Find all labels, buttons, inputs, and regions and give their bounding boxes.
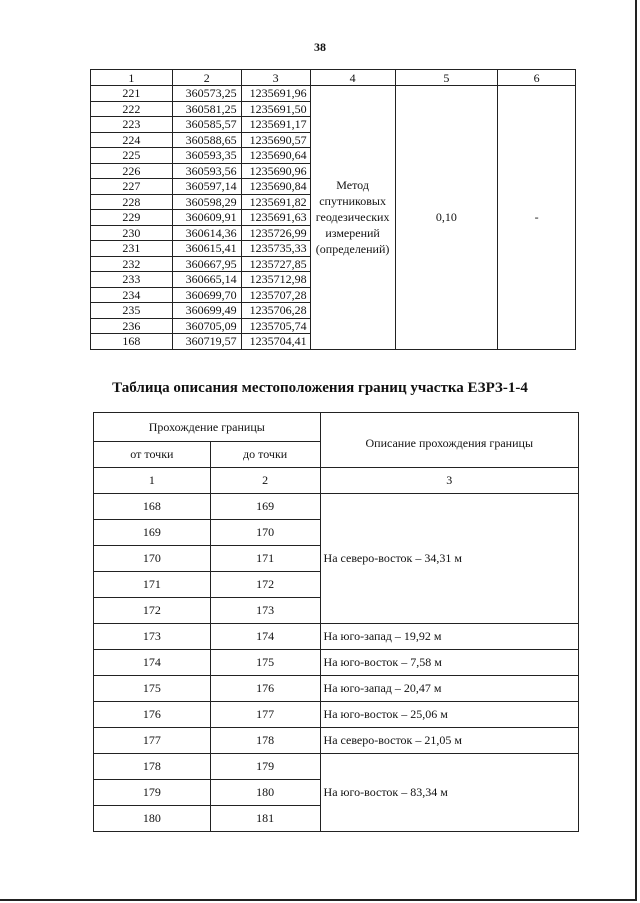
from-point: 170 [94, 546, 211, 572]
from-point: 172 [94, 598, 211, 624]
table-row [94, 754, 579, 780]
boundary-description: На северо-восток – 21,05 м [320, 728, 578, 754]
coord-x: 360665,14 [172, 272, 241, 288]
to-point: 169 [210, 494, 320, 520]
point-number: 227 [91, 179, 173, 195]
method-line: геодезических [315, 210, 390, 225]
coords-header-cell: 4 [310, 70, 395, 86]
coord-y: 1235735,33 [241, 241, 310, 257]
coord-y: 1235690,57 [241, 132, 310, 148]
coord-x: 360614,36 [172, 225, 241, 241]
page-number: 38 [314, 40, 326, 54]
coord-y: 1235690,96 [241, 163, 310, 179]
from-point: 174 [94, 650, 211, 676]
point-number: 168 [91, 334, 173, 350]
header-from: от точки [94, 442, 211, 468]
coord-y: 1235691,82 [241, 194, 310, 210]
boundary-description: На юго-восток – 25,06 м [320, 702, 578, 728]
header-to: до точки [210, 442, 320, 468]
point-number: 229 [91, 210, 173, 226]
coord-y: 1235712,98 [241, 272, 310, 288]
coord-x: 360609,91 [172, 210, 241, 226]
boundary-description: На юго-восток – 7,58 м [320, 650, 578, 676]
coord-y: 1235691,50 [241, 101, 310, 117]
coords-header-cell: 3 [241, 70, 310, 86]
coord-y: 1235707,28 [241, 287, 310, 303]
boundary-description: На юго-запад – 19,92 м [320, 624, 578, 650]
header-description: Описание прохождения границы [320, 413, 578, 468]
coord-y: 1235691,96 [241, 86, 310, 102]
point-number: 236 [91, 318, 173, 334]
point-number: 223 [91, 117, 173, 133]
from-point: 168 [94, 494, 211, 520]
from-point: 177 [94, 728, 211, 754]
method-line: измерений [325, 226, 380, 241]
coord-y: 1235691,63 [241, 210, 310, 226]
to-point: 178 [210, 728, 320, 754]
coord-x: 360597,14 [172, 179, 241, 195]
coord-y: 1235691,17 [241, 117, 310, 133]
point-number: 222 [91, 101, 173, 117]
coords-header-cell: 1 [91, 70, 173, 86]
coord-x: 360581,25 [172, 101, 241, 117]
from-point: 178 [94, 754, 211, 780]
point-number: 221 [91, 86, 173, 102]
coord-x: 360699,70 [172, 287, 241, 303]
to-point: 177 [210, 702, 320, 728]
coord-x: 360593,56 [172, 163, 241, 179]
from-point: 173 [94, 624, 211, 650]
coord-y: 1235726,99 [241, 225, 310, 241]
point-number: 233 [91, 272, 173, 288]
point-number: 231 [91, 241, 173, 257]
table-row [94, 676, 579, 702]
coord-x: 360667,95 [172, 256, 241, 272]
header-group: Прохождение границы [94, 413, 321, 442]
boundary-table [93, 412, 579, 832]
table-row [94, 728, 579, 754]
col6-cell: - [498, 86, 576, 350]
coord-y: 1235704,41 [241, 334, 310, 350]
point-number: 232 [91, 256, 173, 272]
to-point: 176 [210, 676, 320, 702]
col-number: 3 [320, 468, 578, 494]
to-point: 172 [210, 572, 320, 598]
point-number: 225 [91, 148, 173, 164]
point-number: 226 [91, 163, 173, 179]
coords-header-row [91, 70, 576, 86]
from-point: 176 [94, 702, 211, 728]
point-number: 234 [91, 287, 173, 303]
coord-x: 360598,29 [172, 194, 241, 210]
method-cell [310, 86, 395, 350]
bounds-header-row [94, 413, 579, 442]
from-point: 179 [94, 780, 211, 806]
boundary-description: На юго-восток – 83,34 м [320, 754, 578, 832]
coord-y: 1235690,64 [241, 148, 310, 164]
coord-y: 1235705,74 [241, 318, 310, 334]
coordinates-table [90, 69, 576, 350]
method-line: (определений) [315, 242, 390, 257]
point-number: 224 [91, 132, 173, 148]
coord-y: 1235706,28 [241, 303, 310, 319]
to-point: 171 [210, 546, 320, 572]
coords-header-cell: 6 [498, 70, 576, 86]
table-row [94, 650, 579, 676]
from-point: 180 [94, 806, 211, 832]
coord-y: 1235727,85 [241, 256, 310, 272]
from-point: 169 [94, 520, 211, 546]
coord-x: 360699,49 [172, 303, 241, 319]
col-number: 1 [94, 468, 211, 494]
bounds-colnum-row [94, 468, 579, 494]
coords-header-cell: 2 [172, 70, 241, 86]
point-number: 235 [91, 303, 173, 319]
to-point: 179 [210, 754, 320, 780]
coords-header-cell: 5 [395, 70, 498, 86]
boundary-description: На северо-восток – 34,31 м [320, 494, 578, 624]
section-title: Таблица описания местоположения границ участка ЕЗРЗ-1-4 [112, 380, 528, 396]
coord-x: 360588,65 [172, 132, 241, 148]
table-row [91, 86, 576, 102]
coord-x: 360719,57 [172, 334, 241, 350]
to-point: 170 [210, 520, 320, 546]
to-point: 181 [210, 806, 320, 832]
from-point: 171 [94, 572, 211, 598]
to-point: 174 [210, 624, 320, 650]
boundary-description: На юго-запад – 20,47 м [320, 676, 578, 702]
table-row [94, 494, 579, 520]
to-point: 175 [210, 650, 320, 676]
table-row [94, 702, 579, 728]
coord-x: 360615,41 [172, 241, 241, 257]
method-line: спутниковых [319, 194, 386, 209]
from-point: 175 [94, 676, 211, 702]
coord-x: 360593,35 [172, 148, 241, 164]
to-point: 180 [210, 780, 320, 806]
point-number: 230 [91, 225, 173, 241]
point-number: 228 [91, 194, 173, 210]
accuracy-cell: 0,10 [395, 86, 498, 350]
coord-x: 360573,25 [172, 86, 241, 102]
to-point: 173 [210, 598, 320, 624]
coord-x: 360705,09 [172, 318, 241, 334]
col-number: 2 [210, 468, 320, 494]
method-line: Метод [336, 178, 369, 193]
coord-x: 360585,57 [172, 117, 241, 133]
table-row [94, 624, 579, 650]
coord-y: 1235690,84 [241, 179, 310, 195]
